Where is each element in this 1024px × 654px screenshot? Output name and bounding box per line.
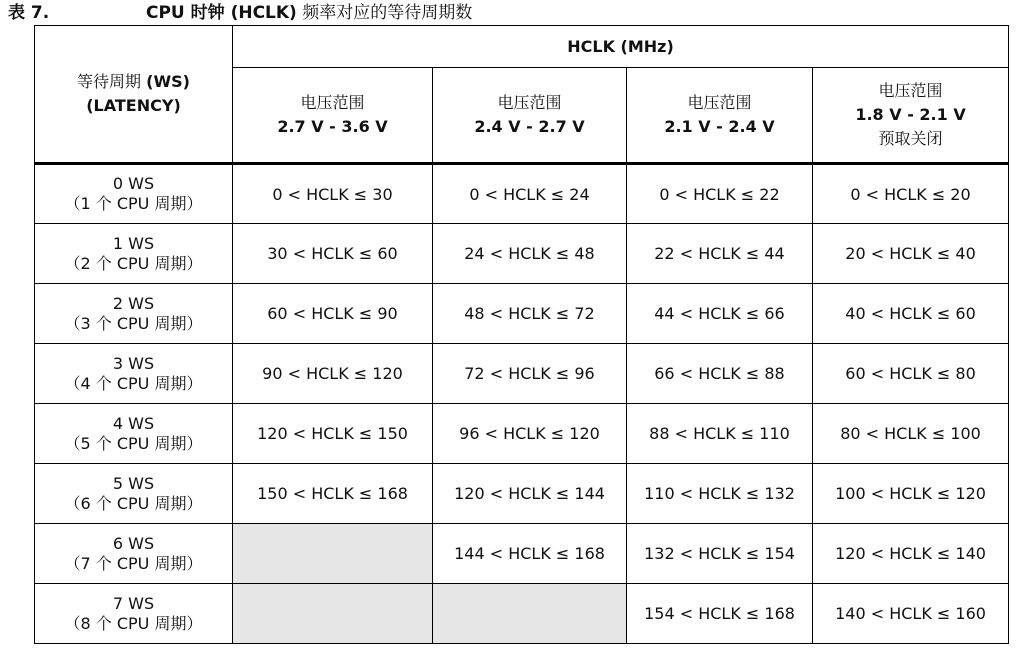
hclk-range-cell: 132 < HCLK ≤ 154 — [627, 524, 813, 584]
wait-state-value: 2 WS — [112, 293, 155, 313]
hclk-range-cell: 120 < HCLK ≤ 150 — [233, 404, 433, 464]
hclk-range-cell: 0 < HCLK ≤ 30 — [233, 164, 433, 224]
wait-state-cell — [35, 284, 233, 344]
hclk-range-cell: 120 < HCLK ≤ 144 — [433, 464, 627, 524]
hclk-range-cell: 110 < HCLK ≤ 132 — [627, 464, 813, 524]
hclk-range-cell: 0 < HCLK ≤ 22 — [627, 164, 813, 224]
table-row — [35, 164, 1009, 224]
table-title-suffix: 频率对应的等待周期数 — [296, 3, 473, 23]
table-row — [35, 524, 1009, 584]
hclk-range-cell: 120 < HCLK ≤ 140 — [813, 524, 1009, 584]
header-wait-states — [35, 26, 233, 164]
wait-state-cell — [35, 584, 233, 644]
hclk-range-cell: 72 < HCLK ≤ 96 — [433, 344, 627, 404]
hclk-range-cell: 100 < HCLK ≤ 120 — [813, 464, 1009, 524]
hclk-range-cell: 144 < HCLK ≤ 168 — [433, 524, 627, 584]
hclk-range-cell: 22 < HCLK ≤ 44 — [627, 224, 813, 284]
empty-cell — [233, 584, 433, 644]
wait-state-cell — [35, 164, 233, 224]
wait-state-cell — [35, 404, 233, 464]
hclk-range-cell: 96 < HCLK ≤ 120 — [433, 404, 627, 464]
cpu-cycles-value: （7 个 CPU 周期） — [64, 553, 203, 573]
wait-state-value: 1 WS — [112, 233, 155, 253]
voltage-range-value: 1.8 V - 2.1 V — [855, 105, 966, 124]
hclk-range-cell: 90 < HCLK ≤ 120 — [233, 344, 433, 404]
cpu-cycles-value: （1 个 CPU 周期） — [64, 194, 203, 213]
hclk-range-cell: 44 < HCLK ≤ 66 — [627, 284, 813, 344]
voltage-range-note: 预取关闭 — [878, 129, 943, 148]
table-number: 表 7. — [8, 3, 50, 23]
hclk-range-cell: 66 < HCLK ≤ 88 — [627, 344, 813, 404]
table-row — [35, 464, 1009, 524]
hclk-range-cell: 40 < HCLK ≤ 60 — [813, 284, 1009, 344]
hclk-range-cell: 60 < HCLK ≤ 80 — [813, 344, 1009, 404]
table-row — [35, 284, 1009, 344]
hclk-range-cell: 30 < HCLK ≤ 60 — [233, 224, 433, 284]
table-row — [35, 224, 1009, 284]
hclk-range-cell: 140 < HCLK ≤ 160 — [813, 584, 1009, 644]
voltage-range-header — [627, 68, 813, 164]
wait-state-value: 0 WS — [112, 174, 155, 193]
empty-cell — [233, 524, 433, 584]
voltage-range-header — [813, 68, 1009, 164]
header-latency: (LATENCY) — [86, 96, 181, 115]
wait-state-value: 5 WS — [112, 473, 155, 493]
cpu-cycles-value: （5 个 CPU 周期） — [64, 433, 203, 453]
table-caption — [8, 2, 472, 24]
wait-states-table — [34, 25, 1009, 644]
cpu-cycles-value: （2 个 CPU 周期） — [64, 253, 203, 273]
empty-cell — [433, 584, 627, 644]
wait-state-value: 3 WS — [112, 353, 155, 373]
wait-state-cell — [35, 464, 233, 524]
hclk-range-cell: 154 < HCLK ≤ 168 — [627, 584, 813, 644]
hclk-range-cell: 88 < HCLK ≤ 110 — [627, 404, 813, 464]
wait-state-value: 6 WS — [112, 533, 155, 553]
wait-state-value: 4 WS — [112, 413, 155, 433]
wait-state-cell — [35, 524, 233, 584]
voltage-range-label: 电压范围 — [687, 93, 752, 112]
hclk-range-cell: 0 < HCLK ≤ 20 — [813, 164, 1009, 224]
hclk-range-cell: 150 < HCLK ≤ 168 — [233, 464, 433, 524]
cpu-cycles-value: （6 个 CPU 周期） — [64, 493, 203, 513]
hclk-range-cell: 20 < HCLK ≤ 40 — [813, 224, 1009, 284]
hclk-range-cell: 60 < HCLK ≤ 90 — [233, 284, 433, 344]
table-row — [35, 404, 1009, 464]
voltage-range-label: 电压范围 — [497, 93, 562, 112]
table-row — [35, 584, 1009, 644]
wait-state-value: 7 WS — [112, 593, 155, 613]
voltage-range-value: 2.7 V - 3.6 V — [277, 117, 388, 136]
voltage-range-label: 电压范围 — [300, 93, 365, 112]
header-ws-en: (WS) — [146, 72, 190, 91]
table-title-prefix: CPU 时钟 — [146, 3, 231, 23]
header-hclk: HCLK (MHz) — [233, 26, 1009, 68]
cpu-cycles-value: （3 个 CPU 周期） — [64, 313, 203, 333]
voltage-range-value: 2.4 V - 2.7 V — [474, 117, 585, 136]
voltage-range-value: 2.1 V - 2.4 V — [664, 117, 775, 136]
hclk-range-cell: 48 < HCLK ≤ 72 — [433, 284, 627, 344]
voltage-range-header — [433, 68, 627, 164]
voltage-range-header — [233, 68, 433, 164]
voltage-range-label: 电压范围 — [878, 81, 943, 100]
wait-state-cell — [35, 344, 233, 404]
cpu-cycles-value: （4 个 CPU 周期） — [64, 373, 203, 393]
hclk-range-cell: 80 < HCLK ≤ 100 — [813, 404, 1009, 464]
hclk-range-cell: 0 < HCLK ≤ 24 — [433, 164, 627, 224]
header-ws-cn: 等待周期 — [77, 72, 147, 91]
table-row — [35, 344, 1009, 404]
cpu-cycles-value: （8 个 CPU 周期） — [64, 613, 203, 633]
hclk-range-cell: 24 < HCLK ≤ 48 — [433, 224, 627, 284]
table-body — [35, 164, 1009, 644]
wait-state-cell — [35, 224, 233, 284]
table-title-bold: (HCLK) — [230, 3, 297, 23]
